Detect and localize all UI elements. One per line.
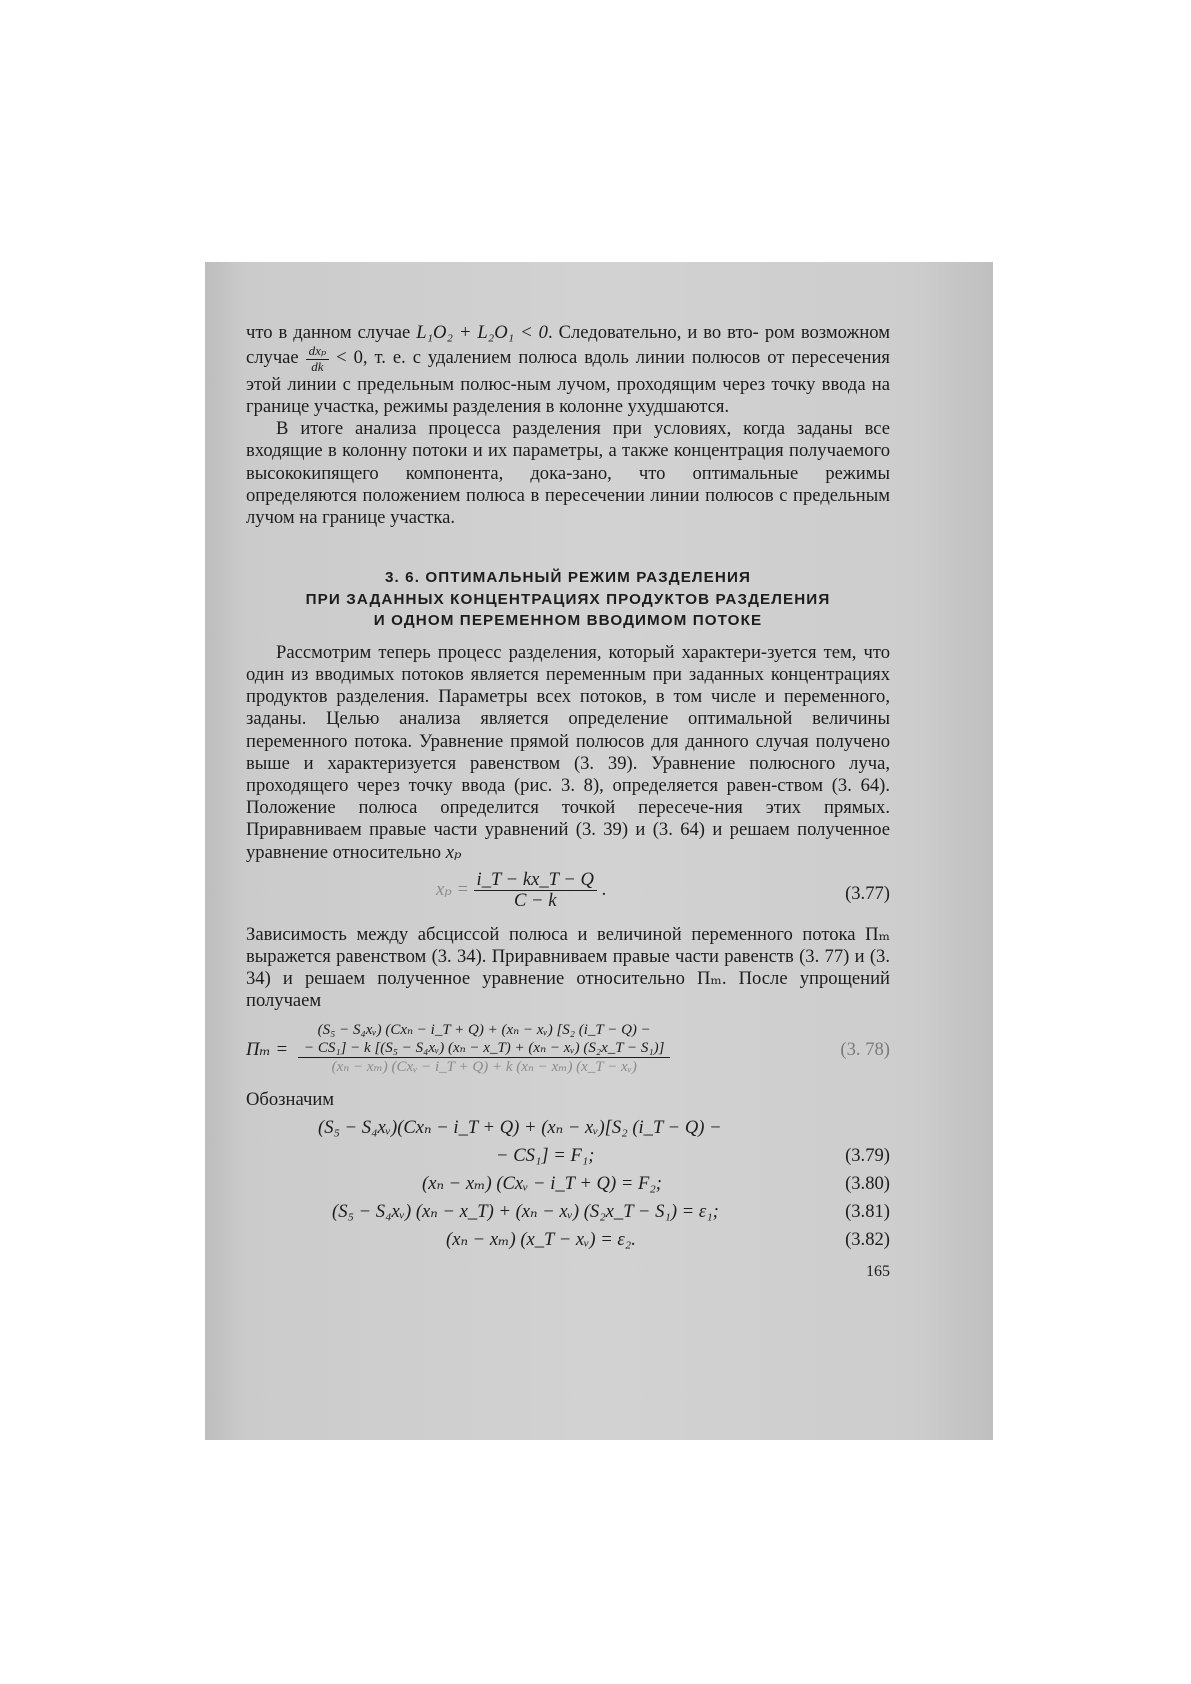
fraction-denominator: C − k (514, 890, 557, 912)
equation-body: xₚ = $\frac{i\_T - kx\_T - Q}{C - k}$ . (436, 868, 607, 912)
inline-expression: L₁O₂ + L₂O₁ < 0 (416, 322, 548, 343)
equation-number: (3.81) (845, 1200, 890, 1222)
fraction-denominator: dk (311, 358, 324, 374)
text-fragment: . Следовательно, и во вто- (547, 322, 759, 343)
equation-text: (S₅ − S₄xᵥ) (xₙ − x_T) + (xₙ − xᵥ) (S₂x_T − S₁) = ε₁; (332, 1200, 719, 1222)
equation-fraction (474, 870, 597, 912)
heading-line-3: И ОДНОМ ПЕРЕМЕННОМ ВВОДИМОМ ПОТОКЕ (373, 612, 763, 630)
variable-xp: xₚ (445, 841, 462, 863)
equation-3-82 (246, 1229, 890, 1257)
fraction-numerator: i_T − kx_T − Q (474, 870, 597, 891)
page-number: 165 (866, 1262, 890, 1280)
text-fragment: что в данном случае (246, 322, 411, 343)
equation-3-79-line-1 (246, 1117, 890, 1145)
paragraph-3 (246, 642, 890, 864)
text-fragment: линии полюсов от пересечения этой линии с предельным полюс-ным лучом, проходящим через точку ввода на границе участка, режимы разделения в колонне ухудшаются. (246, 347, 890, 418)
derivative-fraction (306, 344, 330, 374)
paragraph-5: Обозначим (246, 1088, 335, 1110)
fraction-numerator: dxₚ (306, 344, 330, 359)
equation-number: (3.77) (845, 882, 890, 904)
equation-number: (3.79) (845, 1144, 890, 1166)
equation-number: (3. 78) (840, 1038, 890, 1060)
paragraph-4: Зависимость между абсциссой полюса и величиной переменного потока Πₘ выражется равенством (3. 34). Приравниваем правые части равенств (3. 77) и (3. 34) и решаем полученное уравнение относительно Πₘ. После упрощений получаем (246, 923, 890, 1012)
equation-text: (S₅ − S₄xᵥ)(Cxₙ − i_T + Q) + (xₙ − xᵥ)[S₂ (i_T − Q) − (318, 1116, 722, 1138)
equation-3-79-line-2 (246, 1145, 890, 1173)
equation-number: (3.80) (845, 1172, 890, 1194)
equation-text: (xₙ − xₘ) (Cxᵥ − i_T + Q) = F₂; (422, 1172, 663, 1194)
text-fragment: Рассмотрим теперь процесс разделения, который характери-зуется тем, что один из вводимых потоков является переменным при заданных концентрациях продуктов разделения. Параметры всех потоков, в том числе и переменного, заданы. Целью анализа является определение оптимальной величины переменного потока. Уравнение прямой полюсов для данного случая получено выше и характеризуется равенством (3. 39). Уравнение полюсного луча, проходящего через точку ввода (рис. 3. 8), определяется равен-ством (3. 64). Положение полюса определится точкой пересече-ния этих прямых. Приравниваем правые части уравнений (3. 39) и (3. 64) и решаем полученное уравнение относительно (246, 641, 890, 863)
equation-text: (xₙ − xₘ) (x_T − xᵥ) = ε₂. (446, 1228, 636, 1250)
fraction-denominator: (xₙ − xₘ) (Cxᵥ − i_T + Q) + k (xₙ − xₘ) (x_T − xᵥ) (331, 1058, 637, 1075)
fraction-numerator (298, 1021, 670, 1058)
equation-3-81 (246, 1201, 890, 1229)
page-footer (246, 1261, 890, 1289)
text-fragment: < 0, т. е. с удалением полюса вдоль (336, 347, 629, 369)
numerator-line-1: (S₅ − S₄xᵥ) (Cxₙ − i_T + Q) + (xₙ − xᵥ) [S₂ (i_T − Q) − (317, 1021, 651, 1038)
equation-lhs: xₚ = (436, 879, 469, 900)
equation-3-80 (246, 1173, 890, 1201)
equation-fraction (298, 1021, 670, 1076)
section-heading (246, 567, 890, 632)
text-fragment: ром возможном случае (246, 322, 890, 369)
equation-3-77 (246, 870, 890, 918)
paragraph-1 (246, 322, 890, 418)
equation-lhs: Πₘ = (246, 1038, 289, 1060)
equation-text: − CS₁] = F₁; (496, 1144, 595, 1166)
heading-line-2: ПРИ ЗАДАННЫХ КОНЦЕНТРАЦИЯХ ПРОДУКТОВ РАЗДЕЛЕНИЯ (305, 590, 831, 608)
equation-3-78 (246, 1021, 890, 1081)
page-content (246, 322, 890, 1289)
heading-line-1: 3. 6. ОПТИМАЛЬНЫЙ РЕЖИМ РАЗДЕЛЕНИЯ (384, 569, 752, 587)
equation-number: (3.82) (845, 1228, 890, 1250)
numerator-line-2: − CS₁] − k [(S₅ − S₄xᵥ) (xₙ − x_T) + (xₙ − xᵥ) (S₂x_T − S₁)] (304, 1039, 665, 1056)
paragraph-2: В итоге анализа процесса разделения при условиях, когда заданы все входящие в колонну потоки и их параметры, а также концентрация получаемого высококипящего компонента, дока-зано, что оптимальные режимы определяются положением полюса в пересечении линии полюсов с предельным лучом на границе участка. (246, 418, 890, 529)
